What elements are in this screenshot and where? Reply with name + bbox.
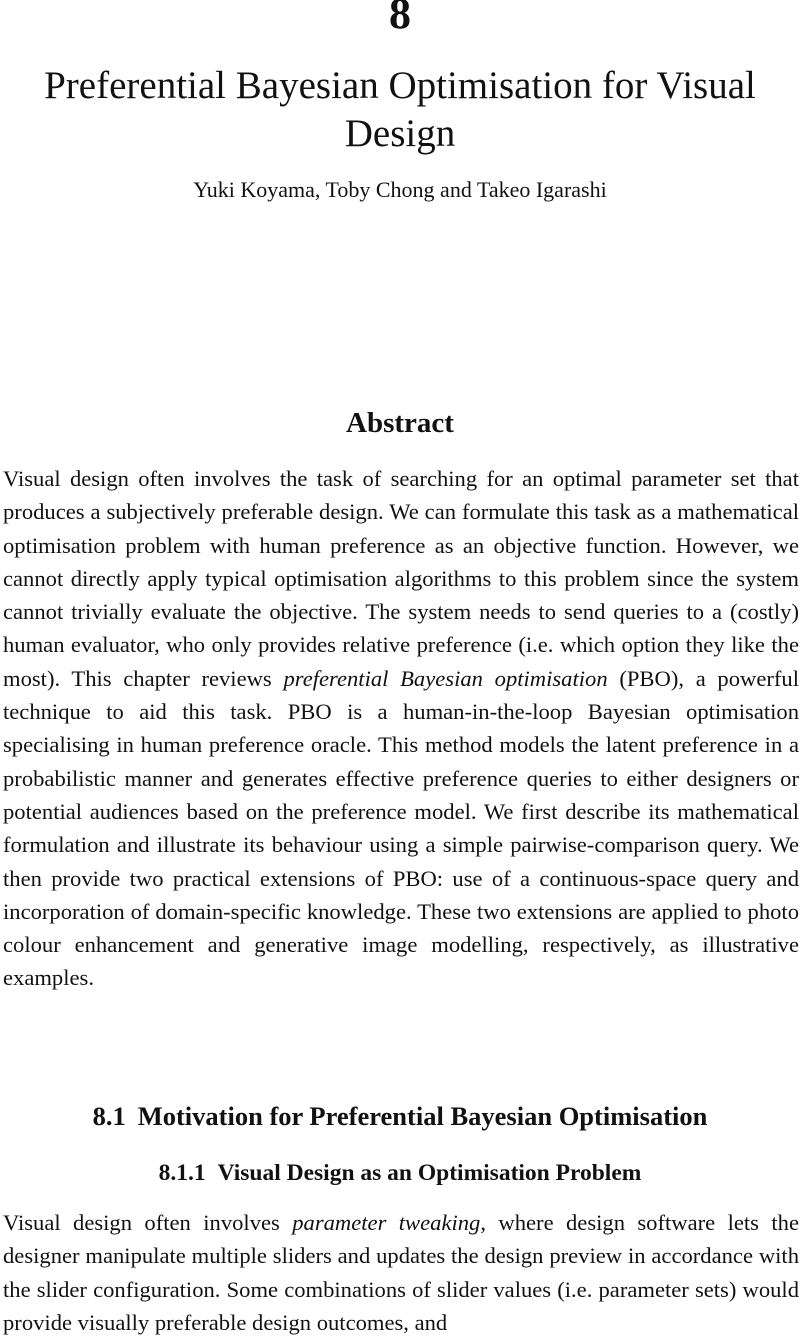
subsection-title: Visual Design as an Optimisation Problem [217, 1160, 642, 1186]
section-number: 8.1 [92, 1101, 126, 1131]
subsection-number: 8.1.1 [158, 1160, 206, 1186]
chapter-number: 8 [389, 0, 411, 38]
intro-text-part2: , where design software lets the designer manipulate multiple sliders and updates the design preview in accordance with the slider configuration. Some combinations of slider values (i.e. parameter sets) would provide visually preferable design outcomes, and [3, 1210, 799, 1335]
abstract-text-part2: (PBO), a powerful technique to aid this task. PBO is a human-in-the-loop Bayesian optimisation specialising in human preference oracle. This method models the latent preference in a probabilistic manner and generates effective preference queries to either designers or potential audiences based on the preference model. We first describe its mathematical formulation and illustrate its behaviour using a simple pairwise-comparison query. We then provide two practical extensions of PBO: use of a continuous-space query and incorporation of domain-specific knowledge. These two extensions are applied to photo colour enhancement and generative image modelling, respectively, as illustrative examples. [3, 665, 799, 991]
abstract-paragraph [3, 462, 799, 995]
intro-emphasis: parameter tweaking [292, 1210, 481, 1235]
abstract-heading: Abstract [346, 407, 454, 439]
section-heading [0, 1098, 800, 1134]
section-title: Motivation for Preferential Bayesian Optimisation [137, 1101, 708, 1131]
subsection-heading [0, 1157, 800, 1189]
abstract-emphasis: preferential Bayesian optimisation [283, 665, 608, 691]
intro-text-part1: Visual design often involves [3, 1210, 280, 1235]
intro-paragraph [3, 1206, 799, 1339]
author-list: Yuki Koyama, Toby Chong and Takeo Igarashi [193, 177, 607, 202]
chapter-title: Preferential Bayesian Optimisation for Visual Design [44, 64, 756, 155]
abstract-text-part1: Visual design often involves the task of searching for an optimal parameter set that produces a subjectively preferable design. We can formulate this task as a mathematical optimisation problem with human preference as an objective function. However, we cannot directly apply typical optimisation algorithms to this problem since the system cannot trivially evaluate the objective. The system needs to send queries to a (costly) human evaluator, who only provides relative preference (i.e. which option they like the most). This chapter reviews [3, 466, 799, 691]
